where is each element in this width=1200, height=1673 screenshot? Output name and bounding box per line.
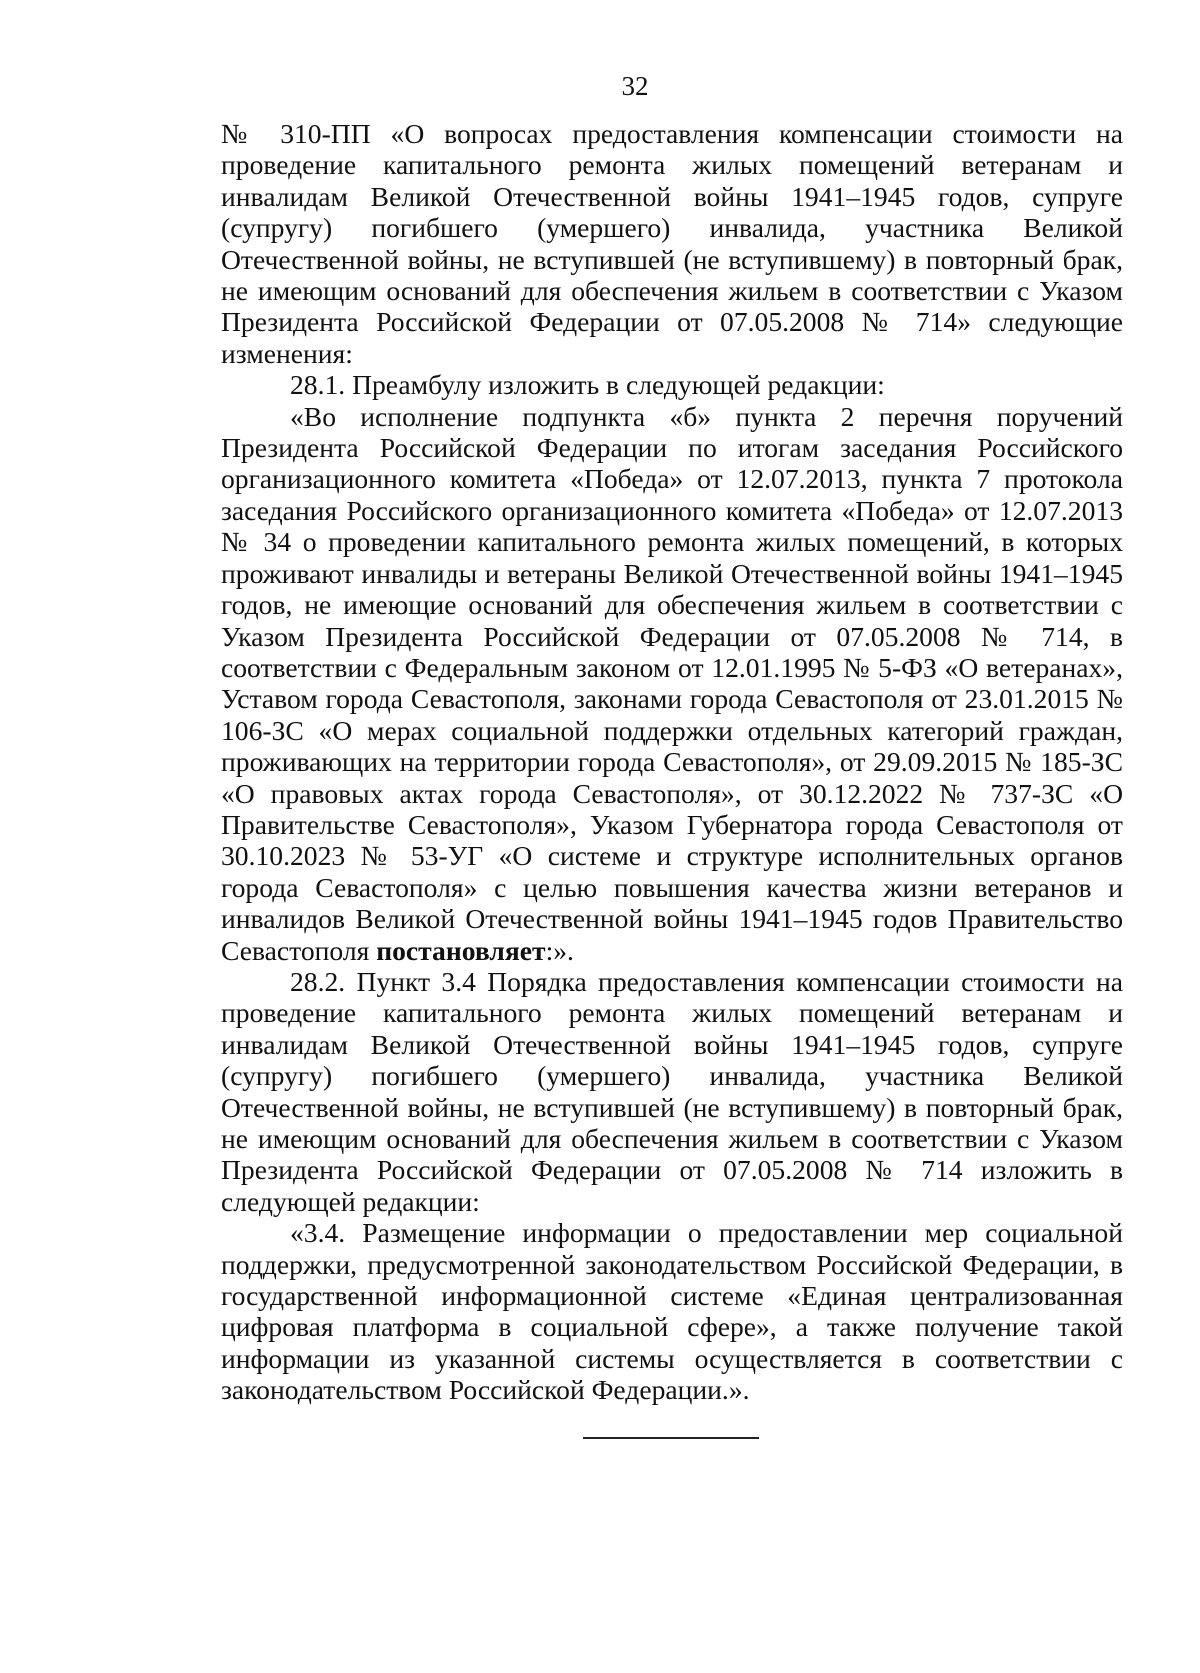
preamble-bold-word: постановляет — [376, 934, 546, 966]
paragraph-3-4-text: «3.4. Размещение информации о предоставлении мер социальной поддержки, предусмотренной законодательством Российской Федерации, в государственной информационной системе «Единая централизованная цифровая платформа в социальной сфере», а также получение такой информации из указанной системы осуществляется в соответствии с законодательством Российской Федерации.». — [221, 1217, 1123, 1406]
preamble-end-text: :». — [545, 934, 574, 966]
paragraph-28-1: 28.1. Преамбулу изложить в следующей редакции: — [290, 369, 885, 401]
document-body — [221, 118, 1123, 1406]
paragraph-28-2: 28.2. Пункт 3.4 Порядка предоставления компенсации стоимости на проведение капитального ремонта жилых помещений ветеранам и инвалидам Великой Отечественной войны 1941–1945 годов, супруге (супругу) погибшего (умершего) инвалида, участника Великой Отечественной войны, не вступившей (не вступившему) в повторный брак, не имеющим оснований для обеспечения жильем в соответствии с Указом Президента Российской Федерации от 07.05.2008 № 714 изложить в следующей редакции: — [221, 965, 1123, 1217]
page-number: 32 — [621, 71, 649, 101]
preamble-main-text: «Во исполнение подпункта «б» пункта 2 перечня поручений Президента Российской Федерации по итогам заседания Российского организационного комитета «Победа» от 12.07.2013, пункта 7 протокола заседания Российского организационного комитета «Победа» от 12.07.2013 № 34 о проведении капитального ремонта жилых помещений, в которых проживают инвалиды и ветераны Великой Отечественной войны 1941–1945 годов, не имеющие оснований для обеспечения жильем в соответствии с Указом Президента Российской Федерации от 07.05.2008 № 714, в соответствии с Федеральным законом от 12.01.1995 № 5-ФЗ «О ветеранах», Уставом города Севастополя, законами города Севастополя от 23.01.2015 № 106-ЗС «О мерах социальной поддержки отдельных категорий граждан, проживающих на территории города Севастополя», от 29.09.2015 № 185-ЗС «О правовых актах города Севастополя», от 30.12.2022 № 737-ЗС «О Правительстве Севастополя», Указом Губернатора города Севастополя от 30.10.2023 № 53-УГ «О системе и структуре исполнительных органов города Севастополя» с целью повышения качества жизни ветеранов и инвалидов Великой Отечественной войны 1941–1945 годов Правительство Севастополя — [221, 400, 1123, 966]
paragraph-preamble-text — [221, 401, 1123, 966]
end-of-document-line — [583, 1437, 759, 1439]
paragraph-resolution-reference: № 310-ПП «О вопросах предоставления компенсации стоимости на проведение капитального ремонта жилых помещений ветеранам и инвалидам Великой Отечественной войны 1941–1945 годов, супруге (супругу) погибшего (умершего) инвалида, участника Великой Отечественной войны, не вступившей (не вступившему) в повторный брак, не имеющим оснований для обеспечения жильем в соответствии с Указом Президента Российской Федерации от 07.05.2008 № 714» следующие изменения: — [221, 118, 1123, 369]
